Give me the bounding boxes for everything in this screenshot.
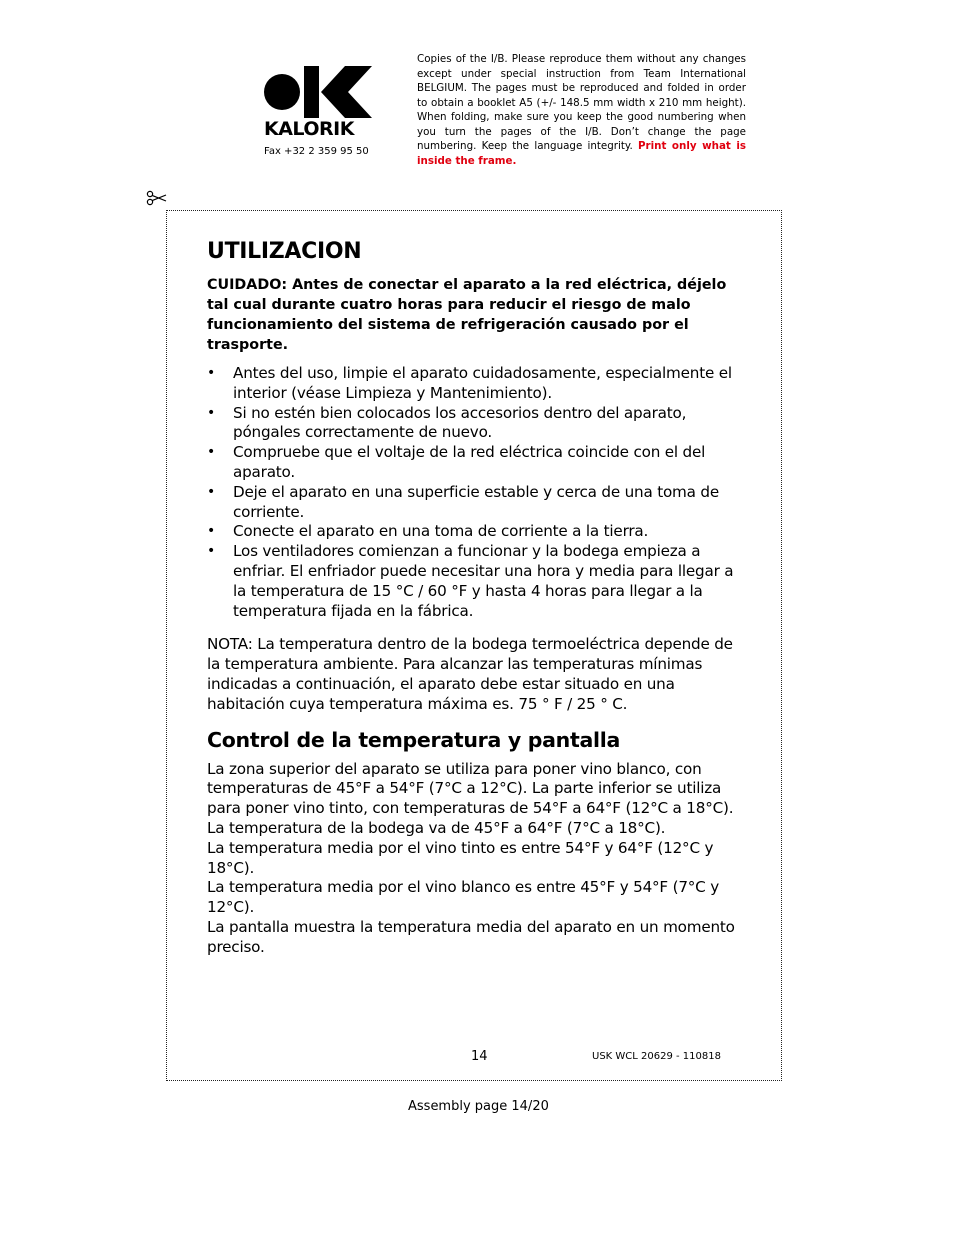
logo-mark-icon [264, 66, 374, 118]
list-item: • Deje el aparato en una superficie estable y cerca de una toma de corriente. [207, 483, 749, 523]
document-reference: USK WCL 20629 - 110818 [592, 1051, 721, 1062]
paragraph: La zona superior del aparato se utiliza para poner vino blanco, con temperaturas de 45°F a 54°F (7°C a 12°C). La parte inferior se utiliza para poner vino tinto, con temperaturas de 54°F a 64°F (12°C a 18°C). [207, 759, 734, 818]
section-title-temperature-control: Control de la temperatura y pantalla [207, 727, 620, 752]
paragraph: La temperatura media por el vino blanco es entre 45°F y 54°F (7°C y 12°C). [207, 878, 719, 917]
page-content [207, 237, 749, 958]
list-item: • Antes del uso, limpie el aparato cuidadosamente, especialmente el interior (véase Limpieza y Mantenimiento). [207, 364, 749, 404]
logo-text: KALORIK [264, 118, 354, 140]
scissors-icon [146, 190, 168, 206]
print-instructions-red: Print only what is inside the frame. [417, 140, 746, 167]
print-instructions [417, 52, 746, 168]
usage-bullet-list [207, 364, 749, 621]
paragraph: La temperatura de la bodega va de 45°F a 64°F (7°C a 18°C). [207, 818, 666, 837]
note-paragraph: NOTA: La temperatura dentro de la bodega termoeléctrica depende de la temperatura ambiente. Para alcanzar las temperaturas mínimas indicadas a continuación, el aparato debe estar situado en una habitación cuya temperatura máxima es. 75 ° F / 25 ° C. [207, 635, 733, 713]
list-item: • Conecte el aparato en una toma de corriente a la tierra. [207, 522, 749, 542]
print-instructions-text: Copies of the I/B. Please reproduce them without any changes except under special instruction from Team International BELGIUM. The pages must be reproduced and folded in order to obtain a booklet A5 (+/- 148.5 mm width x 210 mm height). When folding, make sure you keep the good numbering when you turn the pages of the I/B. Don’t change the page numbering. Keep the language integrity. [417, 53, 746, 152]
list-item: • Los ventiladores comienzan a funcionar y la bodega empieza a enfriar. El enfriador puede necesitar una hora y media para llegar a la temperatura de 15 °C / 60 °F y hasta 4 horas para llegar a la temperatura fijada en la fábrica. [207, 542, 749, 621]
fax-number: Fax +32 2 359 95 50 [264, 146, 369, 157]
kalorik-logo [264, 66, 374, 139]
assembly-page-label: Assembly page 14/20 [408, 1099, 549, 1114]
paragraph: La pantalla muestra la temperatura media del aparato en un momento preciso. [207, 917, 735, 956]
warning-text: CUIDADO: Antes de conectar el aparato a la red eléctrica, déjelo tal cual durante cuatro horas para reducir el riesgo de malo funcionamiento del sistema de refrigeración causado por el trasporte. [207, 277, 727, 353]
list-item: • Compruebe que el voltaje de la red eléctrica coincide con el del aparato. [207, 443, 749, 483]
paragraph: La temperatura media por el vino tinto es entre 54°F y 64°F (12°C y 18°C). [207, 838, 714, 877]
list-item: • Si no estén bien colocados los accesorios dentro del aparato, póngales correctamente de nuevo. [207, 404, 749, 444]
page-number: 14 [471, 1049, 488, 1064]
section-title-utilizacion: UTILIZACION [207, 239, 362, 264]
